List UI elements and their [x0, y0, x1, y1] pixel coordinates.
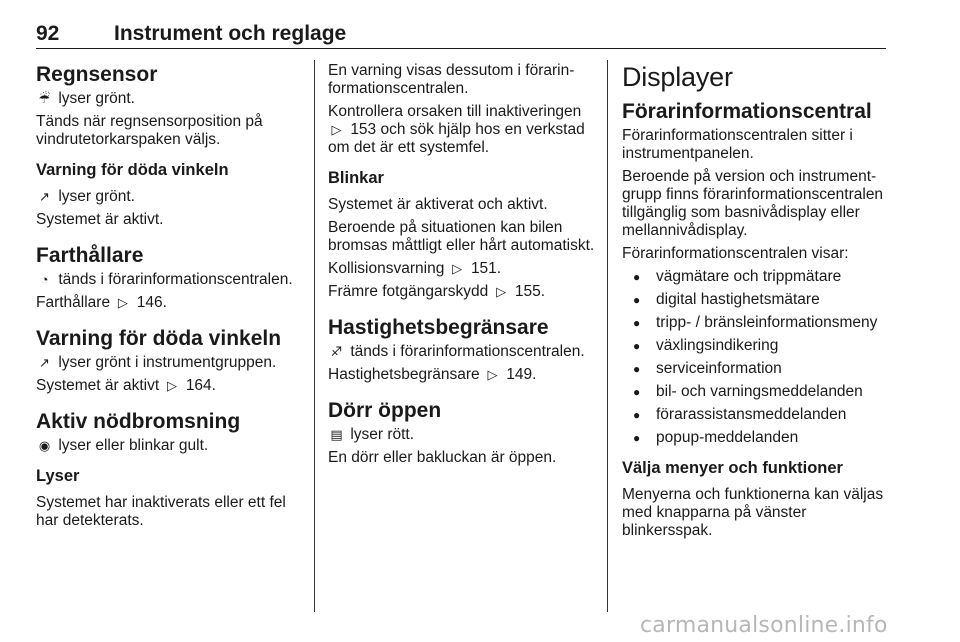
- page-ref-arrow-icon: ▷: [487, 367, 498, 382]
- cruise-heading: Farthållare: [36, 244, 144, 267]
- column-divider-1: [314, 60, 315, 612]
- page-ref-arrow-icon: ▷: [452, 261, 463, 276]
- blink-p2: Beroende på situationen kan bilen bromsas måttligt eller hårt automatiskt.: [328, 219, 595, 254]
- limiter-ref: Hastighetsbegränsare ▷ 149.: [328, 366, 537, 383]
- dic-p1: Förarinformationscentralen sitter i instrumentpanelen.: [622, 127, 853, 162]
- limiter-heading: Hastighetsbegränsare: [328, 316, 549, 339]
- blind-spot-line: ↗ lyser grönt.: [36, 188, 304, 206]
- emergency-brake-icon: ◉: [38, 438, 51, 453]
- menus-subheading: Välja menyer och funktioner: [622, 459, 843, 477]
- dic-heading: Förarinformationscentral: [622, 100, 872, 123]
- page-ref-arrow-icon: ▷: [496, 284, 507, 299]
- blind-spot-icon: ↗: [39, 189, 50, 204]
- blind-spot-subheading: Varning för döda vinkeln: [36, 161, 229, 179]
- cruise-control-icon: ◔: [40, 272, 49, 287]
- dic-p2: Beroende på version och instrumentgrupp finns förarinformationscentralen tillgänglig som basnivådisplay eller mellannivådisplay.: [622, 168, 884, 239]
- page-number: 92: [36, 22, 60, 45]
- blind-spot-ref: Systemet är aktivt ▷ 164.: [36, 377, 216, 394]
- pedestrian-ref: Främre fotgängarskydd ▷ 155.: [328, 283, 546, 300]
- blink-subheading: Blinkar: [328, 169, 384, 187]
- check-cause-para: Kontrollera orsaken till inaktiveringen ▷ 153 och sök hjälp hos en verkstad om det är ett systemfel.: [328, 103, 585, 156]
- column-divider-2: [607, 60, 608, 612]
- page-title: Instrument och reglage: [114, 22, 347, 45]
- blind-spot-heading: Varning för döda vinkeln: [36, 327, 282, 350]
- column-1: [36, 62, 304, 535]
- list-item: ● popup-meddelanden: [622, 429, 890, 447]
- list-item: ● tripp- / bränsleinformationsmeny: [622, 314, 890, 332]
- rain-sensor-desc: Tänds när regnsensorposition på vindrutetorkarspaken väljs.: [36, 113, 263, 148]
- lights-subheading: Lyser: [36, 467, 80, 485]
- warning-para: En varning visas dessutom i förarinformationscentralen.: [328, 62, 575, 97]
- list-item: ● förarassistansmeddelanden: [622, 406, 890, 424]
- door-desc: En dörr eller bakluckan är öppen.: [328, 449, 557, 466]
- speed-limiter-icon: ♐: [330, 344, 343, 359]
- rain-sensor-heading: Regnsensor: [36, 63, 158, 86]
- list-item: ● bil- och varningsmeddelanden: [622, 383, 890, 401]
- door-heading: Dörr öppen: [328, 399, 442, 422]
- list-item: ● vägmätare och trippmätare: [622, 268, 890, 286]
- page-ref-arrow-icon: ▷: [331, 122, 342, 137]
- column-2: [328, 62, 596, 472]
- rain-sensor-icon: ☔: [38, 91, 51, 106]
- blind-spot-desc: Systemet är aktivt.: [36, 211, 164, 228]
- door-open-icon: ▤: [330, 427, 343, 442]
- list-item: ● serviceinformation: [622, 360, 890, 378]
- door-line: ▤ lyser rött.: [328, 426, 596, 444]
- blink-p1: Systemet är aktiverat och aktivt.: [328, 196, 548, 213]
- lights-desc: Systemet har inaktiverats eller ett fel har detekterats.: [36, 494, 286, 529]
- page-header: [36, 20, 886, 49]
- collision-ref: Kollisionsvarning ▷ 151.: [328, 260, 502, 277]
- limiter-line: ♐ tänds i förarinformationscentralen.: [328, 343, 596, 361]
- rain-sensor-line: ☔ lyser grönt.: [36, 90, 304, 108]
- dic-list: [622, 268, 890, 447]
- aeb-line: ◉ lyser eller blinkar gult.: [36, 437, 304, 455]
- column-3: [622, 62, 890, 545]
- page-ref-arrow-icon: ▷: [167, 378, 177, 393]
- blind-spot-line-2: ↗ lyser grönt i instrumentgruppen.: [36, 354, 304, 372]
- page-ref-arrow-icon: ▷: [117, 295, 128, 310]
- blind-spot-icon: ↗: [39, 355, 50, 370]
- dic-p3: Förarinformationscentralen visar:: [622, 245, 849, 262]
- aeb-heading: Aktiv nödbromsning: [36, 410, 241, 433]
- cruise-line: ◔ tänds i förarinformationscentralen.: [36, 271, 304, 289]
- list-item: ● växlingsindikering: [622, 337, 890, 355]
- list-item: ● digital hastighetsmätare: [622, 291, 890, 309]
- watermark: carmanualsonline.info: [640, 613, 888, 638]
- displays-heading: Displayer: [622, 62, 733, 92]
- cruise-ref: Farthållare ▷ 146.: [36, 294, 167, 311]
- menus-desc: Menyerna och funktionerna kan väljas med knapparna på vänster blinkersspak.: [622, 486, 884, 539]
